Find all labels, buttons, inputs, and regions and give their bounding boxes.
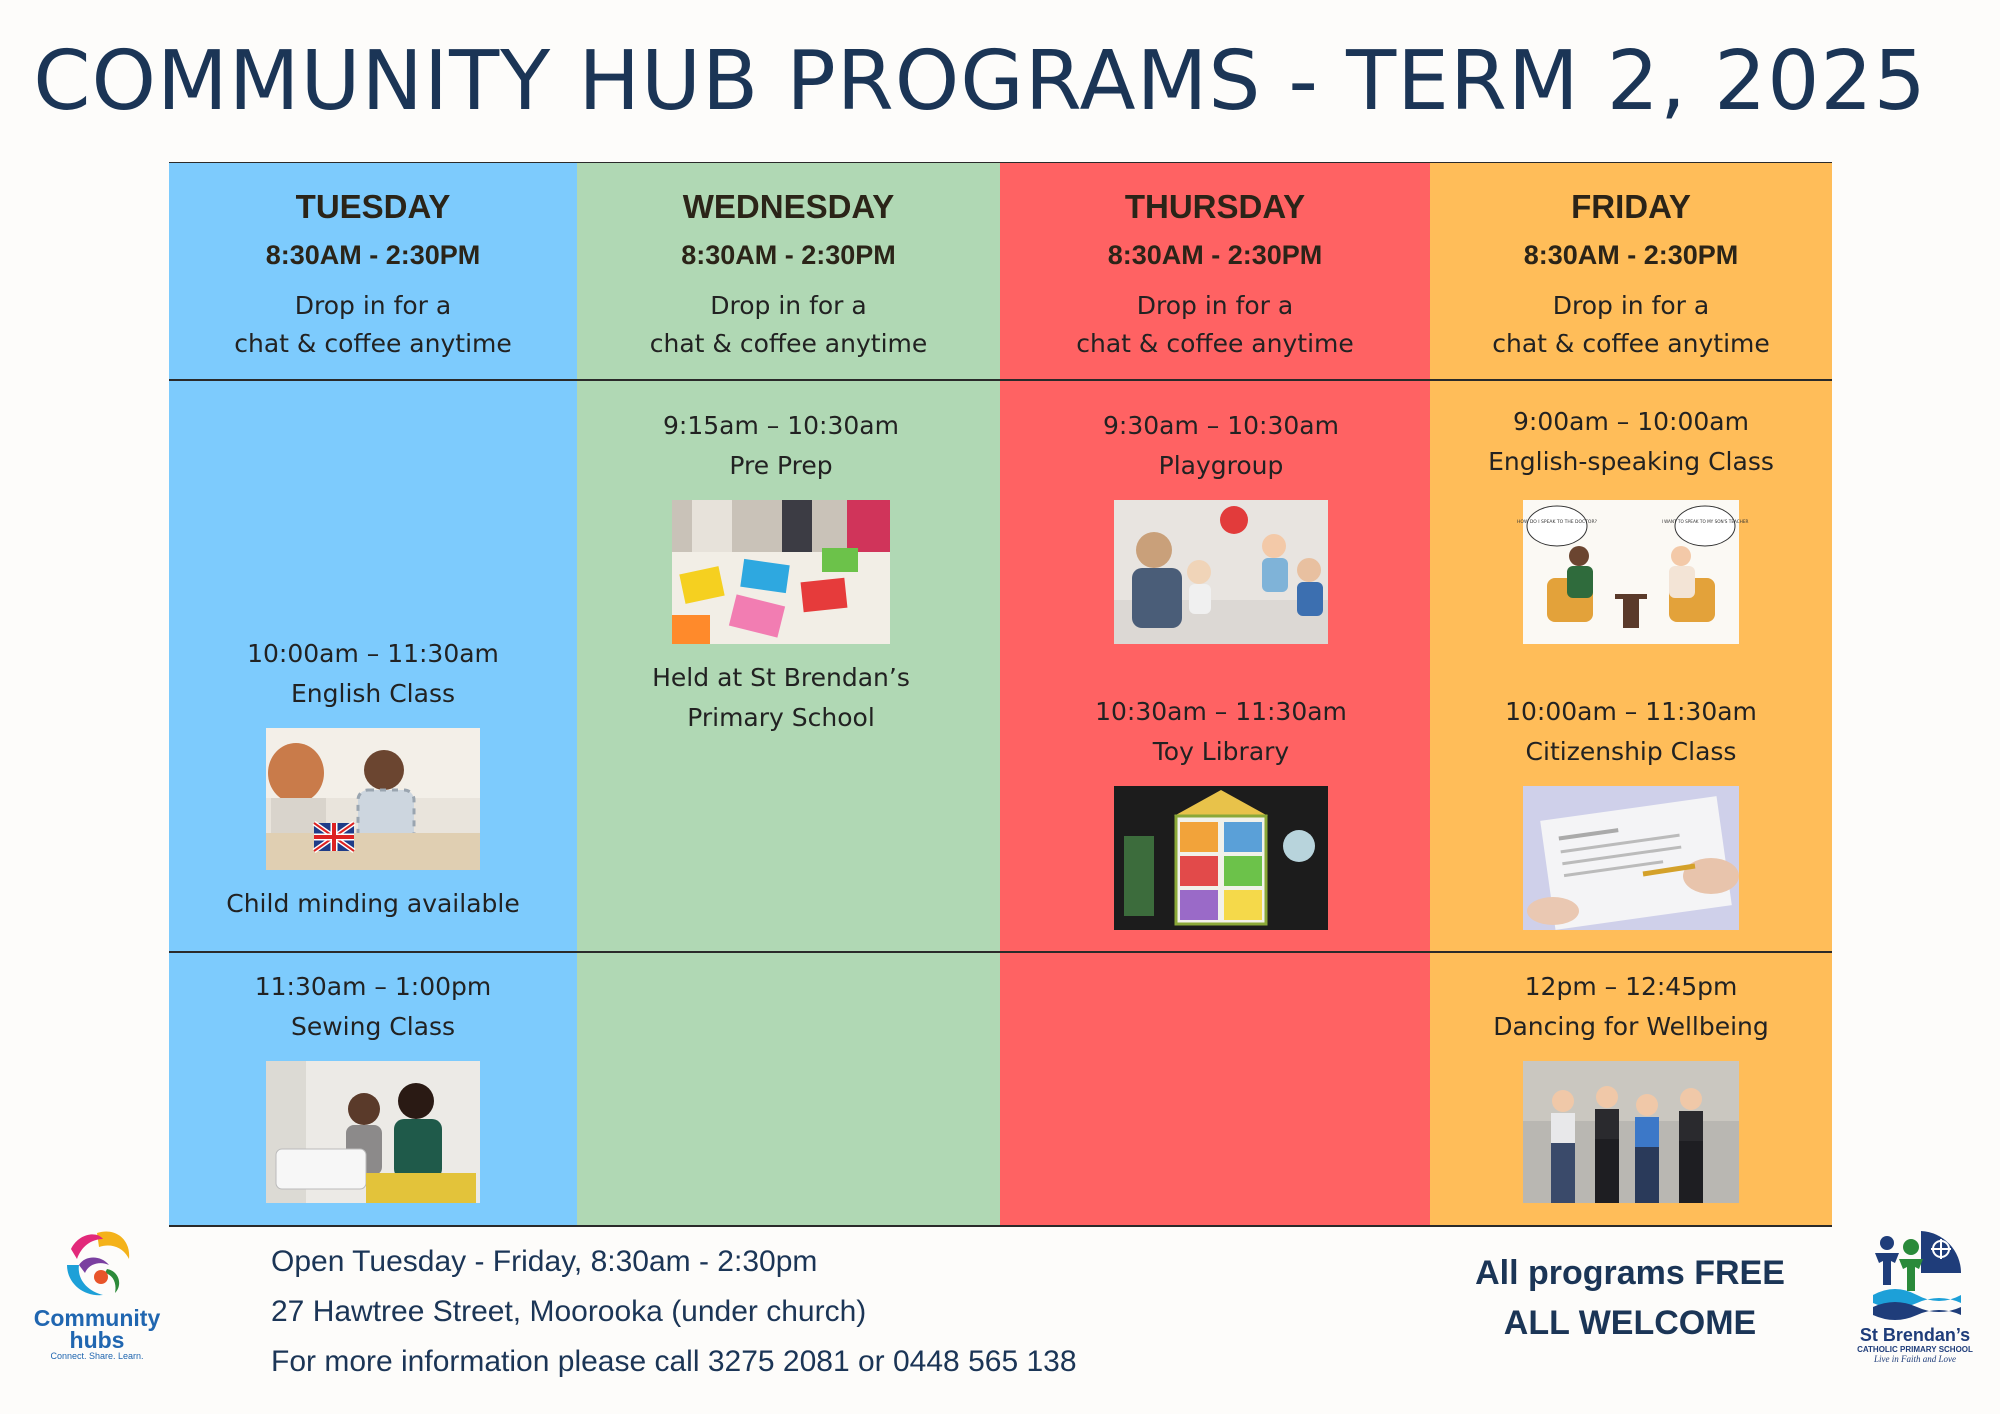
program-name: Dancing for Wellbeing [1493, 1012, 1769, 1041]
welcome-line: ALL WELCOME [1503, 1304, 1757, 1342]
schedule-grid [169, 162, 1832, 1227]
dancing-photo [1523, 1061, 1739, 1203]
speech-bubble-right: I WANT TO SPEAK TO MY SON'S TEACHER [1661, 519, 1749, 524]
community-hubs-logo-icon [57, 1225, 137, 1303]
st-brendans-name: St Brendan’s [1859, 1325, 1971, 1345]
program-name: Playgroup [1158, 451, 1284, 480]
speech-bubble-left: HOW DO I SPEAK TO THE DOCTOR? [1517, 520, 1597, 525]
row-divider-midday [169, 951, 1832, 953]
conversation-illustration [1517, 500, 1749, 644]
thursday-header [1000, 162, 1430, 363]
community-hubs-logo [22, 1225, 172, 1375]
program-name: Toy Library [1152, 737, 1290, 766]
day-hours: 8:30AM - 2:30PM [1107, 240, 1323, 270]
drop-in-text: Drop in for a chat & coffee anytime [1492, 291, 1770, 358]
program-time: 12pm – 12:45pm [1524, 972, 1738, 1001]
day-name: FRIDAY [1571, 188, 1691, 225]
program-tuesday-english [169, 634, 577, 924]
program-time: 9:00am – 10:00am [1513, 407, 1749, 436]
program-friday-citizenship [1425, 692, 1837, 944]
day-hours: 8:30AM - 2:30PM [1523, 240, 1739, 270]
st-brendans-motto: Live in Faith and Love [1874, 1354, 1956, 1364]
program-time: 10:00am – 11:30am [247, 639, 499, 668]
tuesday-header [169, 162, 577, 363]
program-time: 10:00am – 11:30am [1505, 697, 1757, 726]
day-hours: 8:30AM - 2:30PM [681, 240, 896, 270]
drop-in-text: Drop in for a chat & coffee anytime [234, 291, 512, 358]
pre-prep-photo [672, 500, 890, 644]
st-brendans-subtitle: CATHOLIC PRIMARY SCHOOL [1857, 1345, 1973, 1354]
program-time: 11:30am – 1:00pm [254, 972, 492, 1001]
address: 27 Hawtree Street, Moorooka (under church) [271, 1295, 867, 1328]
day-hours: 8:30AM - 2:30PM [265, 240, 481, 270]
program-friday-english [1425, 402, 1837, 658]
day-name: TUESDAY [295, 188, 451, 225]
program-name: English-speaking Class [1488, 447, 1774, 476]
program-note: Held at St Brendan’s Primary School [652, 663, 910, 732]
contact-phone: For more information please call 3275 2081 or 0448 565 138 [271, 1345, 1077, 1378]
program-friday-dancing [1425, 967, 1837, 1217]
toy-library-photo [1114, 786, 1328, 930]
program-name: Sewing Class [290, 1012, 456, 1041]
footer-info [271, 1237, 1077, 1387]
wednesday-header [577, 162, 1000, 363]
program-name: English Class [291, 679, 455, 708]
free-welcome-notice [1400, 1248, 1860, 1348]
sewing-class-photo [266, 1061, 480, 1203]
citizenship-form-photo [1523, 786, 1739, 930]
community-hubs-name: Community [33, 1305, 161, 1331]
playgroup-photo [1114, 500, 1328, 644]
program-time: 9:30am – 10:30am [1103, 411, 1339, 440]
program-name: Pre Prep [729, 451, 833, 480]
community-hubs-name-2: hubs [69, 1327, 125, 1353]
english-class-photo [266, 728, 480, 870]
community-hubs-tagline: Connect. Share. Learn. [50, 1351, 144, 1361]
program-time: 9:15am – 10:30am [663, 411, 899, 440]
drop-in-text: Drop in for a chat & coffee anytime [649, 291, 928, 358]
free-line: All programs FREE [1475, 1254, 1785, 1292]
page-title: COMMUNITY HUB PROGRAMS - TERM 2, 2025 [33, 34, 1927, 129]
drop-in-text: Drop in for a chat & coffee anytime [1076, 291, 1354, 358]
day-name: WEDNESDAY [682, 188, 895, 225]
friday-header [1430, 162, 1832, 363]
program-tuesday-sewing [169, 967, 577, 1217]
st-brendans-logo [1840, 1225, 1990, 1385]
program-thursday-toylibrary [1017, 692, 1425, 944]
row-divider-bottom [169, 1225, 1832, 1227]
program-note: Child minding available [226, 889, 520, 918]
program-wednesday-preprep [577, 406, 985, 738]
day-name: THURSDAY [1124, 188, 1306, 225]
program-time: 10:30am – 11:30am [1095, 697, 1347, 726]
program-name: Citizenship Class [1525, 737, 1737, 766]
program-thursday-playgroup [1017, 406, 1425, 658]
opening-hours: Open Tuesday - Friday, 8:30am - 2:30pm [271, 1245, 818, 1278]
st-brendans-crest-icon [1865, 1225, 1965, 1321]
row-divider-header [169, 379, 1832, 381]
